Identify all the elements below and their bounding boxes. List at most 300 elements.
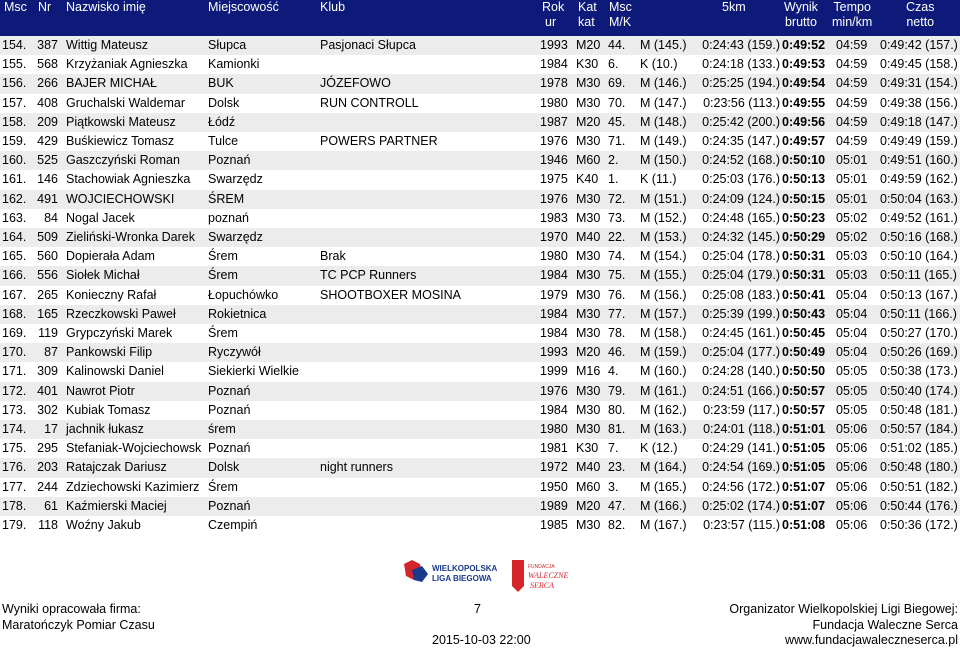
cell-year: 1993	[540, 345, 568, 360]
cell-club	[320, 55, 535, 74]
table-row	[0, 305, 960, 324]
cell-mk: K (12.)	[640, 441, 678, 456]
cell-club	[320, 190, 535, 209]
table-row	[0, 286, 960, 305]
cell-city: Rokietnica	[208, 306, 267, 321]
cell-tempo: 05:06	[836, 479, 868, 494]
cell-tempo: 05:03	[836, 249, 868, 264]
cell-mk: M (164.)	[640, 460, 687, 475]
cell-5km: 0:25:25 (194.)	[702, 76, 780, 91]
cell-nr: 568	[37, 57, 58, 72]
cell-5km: 0:25:39 (199.)	[702, 306, 780, 321]
cell-mk: M (157.)	[640, 306, 687, 321]
cell-mk: M (151.)	[640, 191, 687, 206]
table-row	[0, 497, 960, 516]
cell-mk: M (146.)	[640, 76, 687, 91]
header-cat: Kat kat	[578, 0, 597, 29]
cell-year: 1976	[540, 191, 568, 206]
cell-mk: M (165.)	[640, 479, 687, 494]
cell-msc: 166.	[2, 268, 27, 283]
cell-msc: 164.	[2, 230, 27, 244]
cell-tempo: 05:06	[836, 441, 868, 456]
cell-year: 1950	[540, 479, 568, 494]
cell-nr: 118	[38, 518, 58, 532]
cell-net: 0:50:57 (184.)	[880, 422, 958, 436]
cell-nr: 525	[37, 153, 58, 168]
cell-msc: 155.	[2, 57, 27, 72]
cell-name: jachnik łukasz	[66, 422, 144, 436]
cell-mk: M (158.)	[640, 326, 687, 340]
cell-club	[320, 478, 535, 497]
table-row	[0, 247, 960, 266]
cell-cat: M30	[576, 306, 601, 321]
cell-5km: 0:24:32 (145.)	[702, 230, 780, 244]
cell-nr: 87	[44, 345, 58, 360]
cell-club	[320, 497, 535, 516]
cell-net: 0:50:27 (170.)	[880, 326, 958, 340]
cell-tempo: 05:03	[836, 268, 868, 283]
cell-tempo: 05:02	[836, 210, 868, 225]
cell-city: Poznań	[208, 402, 251, 417]
cell-year: 1993	[540, 38, 568, 52]
cell-tempo: 05:04	[836, 306, 868, 321]
cell-year: 1983	[540, 210, 568, 225]
cell-name: Dopierała Adam	[66, 249, 155, 264]
table-row	[0, 516, 960, 535]
cell-gross: 0:50:49	[782, 345, 826, 360]
cell-5km: 0:24:52 (168.)	[702, 153, 780, 168]
cell-name: Stachowiak Agnieszka	[66, 172, 191, 187]
cell-city: BUK	[208, 76, 234, 91]
table-row	[0, 401, 960, 420]
logo-right-line2: WALECZNE	[528, 571, 569, 580]
cell-name: Gaszczyński Roman	[66, 153, 180, 168]
cell-mk: M (167.)	[640, 518, 687, 532]
cell-nr: 509	[37, 230, 58, 244]
cell-cat: M30	[576, 249, 601, 264]
logos-graphic	[400, 556, 569, 608]
cell-msc: 170.	[2, 345, 27, 360]
cell-cat: K30	[576, 57, 599, 72]
header-mk: Msc M/K	[609, 0, 632, 29]
cell-year: 1980	[540, 249, 568, 264]
table-row	[0, 382, 960, 401]
cell-catpos: 79.	[608, 383, 626, 398]
cell-club	[320, 324, 535, 343]
cell-year: 1984	[540, 306, 568, 321]
cell-mk: M (156.)	[640, 287, 687, 302]
cell-name: Piątkowski Mateusz	[66, 114, 176, 129]
cell-cat: M60	[576, 479, 601, 494]
cell-msc: 176.	[2, 460, 27, 475]
cell-nr: 295	[37, 441, 58, 456]
cell-cat: M30	[576, 287, 601, 302]
table-row	[0, 190, 960, 209]
cell-mk: M (155.)	[640, 268, 687, 283]
wielkopolska-liga-logo	[404, 560, 498, 583]
cell-name: WOJCIECHOWSKI	[66, 191, 175, 206]
cell-cat: M30	[576, 422, 601, 436]
cell-tempo: 05:01	[836, 172, 868, 187]
table-row	[0, 439, 960, 458]
cell-msc: 168.	[2, 306, 27, 321]
cell-catpos: 46.	[608, 345, 626, 360]
cell-msc: 159.	[2, 134, 27, 148]
cell-cat: M30	[576, 134, 601, 148]
cell-nr: 302	[37, 402, 58, 417]
table-row	[0, 266, 960, 285]
cell-net: 0:49:45 (158.)	[880, 57, 958, 72]
cell-mk: M (145.)	[640, 38, 687, 52]
cell-club	[320, 151, 535, 170]
cell-city: Czempiń	[208, 518, 258, 532]
header-tempo: Tempo min/km	[832, 0, 873, 29]
cell-club: POWERS PARTNER	[320, 134, 438, 148]
cell-mk: M (163.)	[640, 422, 687, 436]
cell-name: Rzeczkowski Paweł	[66, 306, 176, 321]
table-row	[0, 343, 960, 362]
cell-5km: 0:25:04 (179.)	[702, 268, 780, 283]
cell-nr: 408	[37, 95, 58, 110]
cell-cat: M30	[576, 268, 601, 283]
cell-cat: M30	[576, 210, 601, 225]
table-header	[0, 0, 960, 36]
cell-gross: 0:50:13	[782, 172, 826, 187]
cell-msc: 173.	[2, 402, 27, 417]
cell-city: Poznań	[208, 498, 251, 513]
cell-mk: M (148.)	[640, 114, 687, 129]
cell-msc: 178.	[2, 498, 27, 513]
logo-left-line2: LIGA BIEGOWA	[432, 574, 492, 583]
logo-right-line3: SERCA	[530, 581, 554, 590]
cell-catpos: 71.	[608, 134, 626, 148]
cell-year: 1978	[540, 76, 568, 91]
cell-name: Stefaniak-Wojciechowsk	[66, 441, 202, 456]
cell-gross: 0:50:29	[782, 230, 826, 244]
table-row	[0, 420, 960, 439]
cell-city: Dolsk	[208, 460, 240, 475]
cell-gross: 0:50:31	[782, 268, 826, 283]
cell-5km: 0:24:35 (147.)	[702, 134, 780, 148]
cell-catpos: 7.	[608, 441, 619, 456]
cell-city: Łopuchówko	[208, 287, 279, 302]
cell-gross: 0:51:07	[782, 498, 826, 513]
cell-msc: 157.	[2, 95, 27, 110]
cell-gross: 0:49:56	[782, 114, 826, 129]
cell-cat: M20	[576, 38, 601, 52]
cell-tempo: 05:05	[836, 364, 868, 379]
cell-gross: 0:50:50	[782, 364, 826, 379]
cell-name: Siołek Michał	[66, 268, 140, 283]
cell-net: 0:49:42 (157.)	[880, 38, 958, 52]
cell-club: SHOOTBOXER MOSINA	[320, 287, 461, 302]
cell-mk: M (159.)	[640, 345, 687, 360]
header-net: Czas netto	[906, 0, 935, 29]
cell-nr: 401	[37, 383, 58, 398]
cell-mk: M (150.)	[640, 153, 687, 168]
heart-shield-icon	[512, 560, 524, 592]
cell-nr: 209	[37, 114, 58, 129]
cell-year: 1975	[540, 172, 568, 187]
cell-year: 1979	[540, 287, 568, 302]
cell-gross: 0:50:43	[782, 306, 826, 321]
cell-name: Zieliński-Wronka Darek	[66, 230, 195, 244]
cell-mk: M (160.)	[640, 364, 687, 379]
cell-name: BAJER MICHAŁ	[66, 76, 157, 91]
footer-right-line2: Fundacja Waleczne Serca	[812, 618, 958, 632]
cell-city: Swarzędz	[208, 230, 263, 244]
cell-nr: 244	[37, 479, 58, 494]
cell-msc: 169.	[2, 326, 27, 340]
cell-gross: 0:50:41	[782, 287, 826, 302]
cell-club: Pasjonaci Słupca	[320, 38, 416, 52]
cell-cat: K40	[576, 172, 599, 187]
cell-year: 1981	[540, 441, 568, 456]
cell-club	[320, 170, 535, 189]
cell-tempo: 05:01	[836, 191, 868, 206]
cell-catpos: 76.	[608, 287, 626, 302]
cell-nr: 265	[37, 287, 58, 302]
cell-gross: 0:50:15	[782, 191, 826, 206]
cell-tempo: 04:59	[836, 114, 868, 129]
cell-nr: 309	[37, 364, 58, 379]
cell-mk: M (152.)	[640, 210, 687, 225]
cell-catpos: 1.	[608, 172, 619, 187]
cell-name: Kalinowski Daniel	[66, 364, 164, 379]
table-row	[0, 170, 960, 189]
cell-catpos: 69.	[608, 76, 626, 91]
cell-net: 0:50:48 (181.)	[880, 402, 958, 417]
cell-5km: 0:24:28 (140.)	[702, 364, 780, 379]
cell-net: 0:49:31 (154.)	[880, 76, 958, 91]
table-row	[0, 324, 960, 343]
cell-year: 1984	[540, 402, 568, 417]
cell-gross: 0:50:23	[782, 210, 826, 225]
cell-cat: M40	[576, 460, 601, 475]
cell-gross: 0:50:31	[782, 249, 826, 264]
cell-gross: 0:51:01	[782, 422, 826, 436]
cell-5km: 0:24:48 (165.)	[702, 210, 780, 225]
cell-city: poznań	[208, 210, 250, 225]
cell-gross: 0:49:55	[782, 95, 826, 110]
cell-nr: 61	[44, 498, 58, 513]
cell-name: Grypczyński Marek	[66, 326, 173, 340]
cell-msc: 161.	[2, 172, 27, 187]
table-row	[0, 209, 960, 228]
cell-club	[320, 228, 535, 247]
cell-net: 0:50:40 (174.)	[880, 383, 958, 398]
cell-cat: M30	[576, 326, 601, 340]
cell-club	[320, 439, 535, 458]
cell-cat: M30	[576, 402, 601, 417]
cell-5km: 0:23:57 (115.)	[703, 518, 780, 532]
cell-tempo: 05:06	[836, 498, 868, 513]
cell-net: 0:50:48 (180.)	[880, 460, 958, 475]
cell-5km: 0:24:51 (166.)	[702, 383, 780, 398]
cell-name: Konieczny Rafał	[66, 287, 157, 302]
cell-msc: 172.	[2, 383, 27, 398]
cell-net: 0:50:51 (182.)	[880, 479, 958, 494]
cell-cat: M30	[576, 191, 601, 206]
cell-net: 0:50:11 (166.)	[880, 306, 957, 321]
cell-msc: 156.	[2, 76, 27, 91]
header-gross: Wynik brutto	[784, 0, 818, 29]
footer-left-line1: Wyniki opracowała firma:	[2, 602, 141, 616]
cell-gross: 0:49:52	[782, 38, 826, 52]
header-name: Nazwisko imię	[66, 0, 146, 14]
cell-mk: M (162.)	[640, 402, 687, 417]
cell-cat: M20	[576, 114, 601, 129]
table-row	[0, 228, 960, 247]
cell-year: 1984	[540, 57, 568, 72]
cell-catpos: 45.	[608, 114, 626, 129]
cell-name: Nawrot Piotr	[66, 383, 135, 398]
cell-mk: M (153.)	[640, 230, 687, 244]
cell-club	[320, 516, 535, 535]
cell-club: JÓZEFOWO	[320, 76, 391, 91]
cell-club	[320, 362, 535, 381]
cell-nr: 203	[37, 460, 58, 475]
cell-mk: M (147.)	[640, 95, 687, 110]
cell-city: Łódź	[208, 114, 236, 129]
cell-mk: K (11.)	[640, 172, 677, 187]
cell-name: Kubiak Tomasz	[66, 402, 151, 417]
table-row	[0, 94, 960, 113]
cell-name: Nogal Jacek	[66, 210, 135, 225]
cell-cat: M30	[576, 95, 601, 110]
cell-gross: 0:50:45	[782, 326, 826, 340]
cell-city: Śrem	[208, 326, 238, 340]
cell-5km: 0:24:18 (133.)	[702, 57, 780, 72]
cell-msc: 165.	[2, 249, 27, 264]
cell-city: Poznań	[208, 153, 251, 168]
cell-5km: 0:25:08 (183.)	[702, 287, 780, 302]
cell-5km: 0:24:43 (159.)	[702, 38, 780, 52]
cell-city: Słupca	[208, 38, 247, 52]
cell-tempo: 05:04	[836, 345, 868, 360]
cell-gross: 0:50:57	[782, 402, 826, 417]
cell-year: 1980	[540, 422, 568, 436]
cell-5km: 0:25:42 (200.)	[702, 114, 780, 129]
cell-net: 0:50:10 (164.)	[880, 249, 958, 264]
cell-nr: 266	[37, 76, 58, 91]
cell-club	[320, 420, 535, 439]
cell-catpos: 81.	[608, 422, 626, 436]
cell-club: TC PCP Runners	[320, 268, 417, 283]
cell-net: 0:49:59 (162.)	[880, 172, 958, 187]
cell-gross: 0:50:57	[782, 383, 826, 398]
cell-catpos: 44.	[608, 38, 626, 52]
cell-cat: M30	[576, 76, 601, 91]
cell-net: 0:51:02 (185.)	[880, 441, 958, 456]
footer-right-line1: Organizator Wielkopolskiej Ligi Biegowej:	[729, 602, 958, 616]
cell-name: Buśkiewicz Tomasz	[66, 134, 175, 148]
table-row	[0, 113, 960, 132]
cell-5km: 0:24:29 (141.)	[702, 441, 780, 456]
cell-nr: 146	[37, 172, 58, 187]
cell-gross: 0:51:05	[782, 441, 826, 456]
cell-nr: 17	[44, 422, 58, 436]
cell-gross: 0:51:05	[782, 460, 826, 475]
footer-right-line3: www.fundacjawaleczneserca.pl	[784, 633, 958, 647]
cell-catpos: 75.	[608, 268, 626, 283]
cell-catpos: 4.	[608, 364, 619, 379]
cell-city: Śrem	[208, 249, 238, 264]
cell-name: Woźny Jakub	[66, 518, 141, 532]
cell-tempo: 04:59	[836, 95, 868, 110]
cell-catpos: 72.	[608, 191, 626, 206]
cell-catpos: 6.	[608, 57, 619, 72]
cell-nr: 560	[37, 249, 58, 264]
cell-5km: 0:24:09 (124.)	[702, 191, 780, 206]
cell-name: Kaźmierski Maciej	[66, 498, 167, 513]
cell-msc: 175.	[2, 441, 27, 456]
cell-city: Kamionki	[208, 57, 260, 72]
cell-msc: 160.	[2, 153, 27, 168]
cell-name: Gruchalski Waldemar	[66, 95, 186, 110]
cell-year: 1985	[540, 518, 568, 532]
cell-5km: 0:25:03 (176.)	[702, 172, 780, 187]
cell-year: 1999	[540, 364, 568, 379]
cell-catpos: 22.	[608, 230, 626, 244]
cell-city: Poznań	[208, 441, 251, 456]
table-row	[0, 55, 960, 74]
cell-city: Ryczywół	[208, 345, 261, 360]
cell-net: 0:50:16 (168.)	[880, 230, 958, 244]
cell-catpos: 82.	[608, 518, 626, 532]
cell-cat: M30	[576, 518, 601, 532]
cell-city: ŚREM	[208, 191, 245, 206]
cell-gross: 0:51:08	[782, 518, 826, 532]
table-row	[0, 478, 960, 497]
cell-gross: 0:49:53	[782, 57, 826, 72]
cell-year: 1984	[540, 268, 568, 283]
cell-club	[320, 401, 535, 420]
cell-club	[320, 382, 535, 401]
cell-net: 0:50:38 (173.)	[880, 364, 958, 379]
cell-cat: M20	[576, 345, 601, 360]
cell-net: 0:50:26 (169.)	[880, 345, 958, 360]
cell-5km: 0:25:04 (177.)	[702, 345, 780, 360]
cell-net: 0:49:18 (147.)	[880, 114, 958, 129]
cell-cat: M16	[576, 364, 601, 379]
cell-msc: 158.	[2, 114, 27, 129]
header-5km: 5km	[722, 0, 746, 14]
cell-nr: 429	[37, 134, 58, 148]
cell-nr: 165	[37, 306, 58, 321]
cell-net: 0:50:44 (176.)	[880, 498, 958, 513]
cell-msc: 163.	[2, 210, 27, 225]
cell-city: Poznań	[208, 383, 251, 398]
cell-catpos: 74.	[608, 249, 626, 264]
cell-name: Krzyżaniak Agnieszka	[66, 57, 188, 72]
cell-catpos: 3.	[608, 479, 619, 494]
logo-left-line1: WIELKOPOLSKA	[432, 564, 498, 573]
cell-5km: 0:24:45 (161.)	[702, 326, 780, 340]
logo-right-line1: FUNDACJA	[528, 564, 555, 570]
cell-mk: M (161.)	[640, 383, 687, 398]
cell-tempo: 05:06	[836, 460, 868, 475]
cell-gross: 0:50:10	[782, 153, 826, 168]
cell-tempo: 04:59	[836, 38, 868, 52]
cell-net: 0:49:38 (156.)	[880, 95, 958, 110]
cell-msc: 179.	[2, 518, 27, 532]
cell-catpos: 70.	[608, 95, 626, 110]
cell-tempo: 05:02	[836, 230, 868, 244]
cell-cat: M40	[576, 230, 601, 244]
cell-msc: 154.	[2, 38, 27, 52]
cell-net: 0:50:11 (165.)	[880, 268, 957, 283]
